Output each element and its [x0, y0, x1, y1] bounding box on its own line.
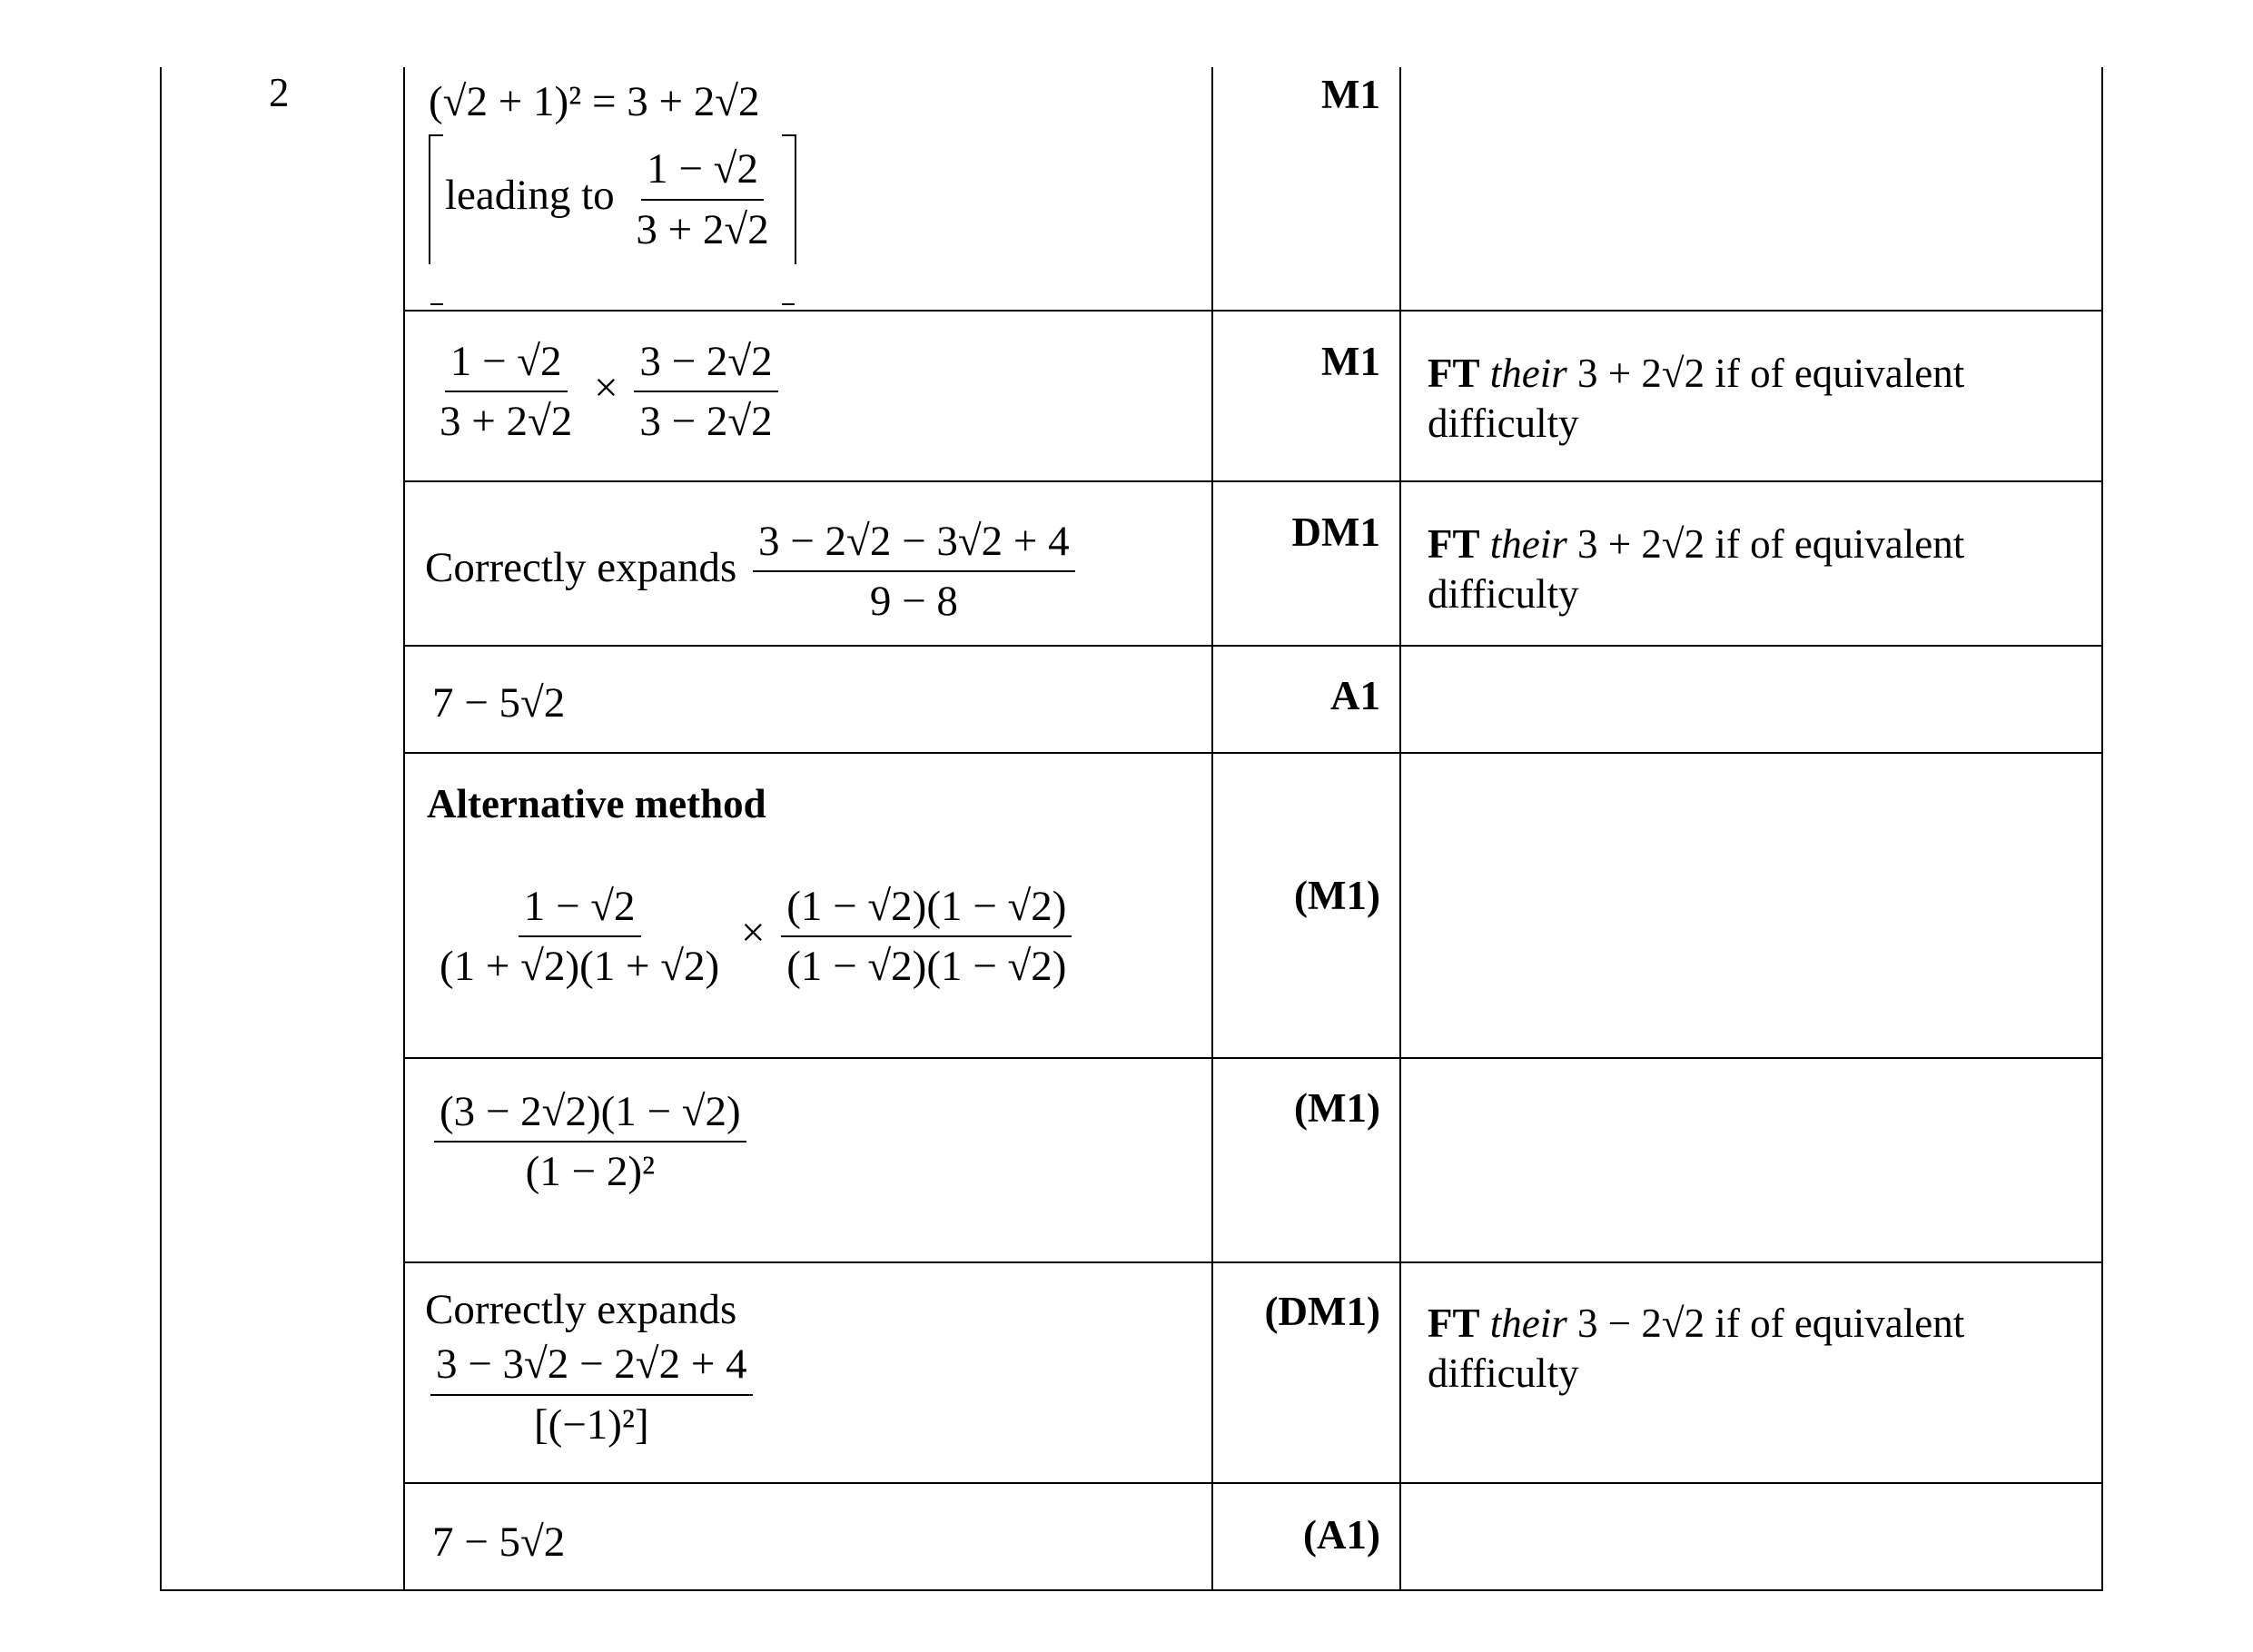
fraction-numerator: (1 − √2)(1 − √2) [781, 881, 1072, 937]
fraction [630, 143, 774, 255]
fraction [430, 1339, 753, 1450]
guidance-comment [1428, 1299, 1964, 1399]
guidance-comment [1428, 519, 1964, 619]
fraction-denominator: 3 + 2√2 [636, 205, 769, 253]
fraction-numerator: 1 − √2 [445, 336, 568, 392]
fraction-denominator: [(−1)²] [533, 1400, 649, 1449]
row-divider [403, 310, 2103, 312]
fraction [634, 336, 777, 448]
fraction [781, 881, 1072, 993]
answer-row-4: 7 − 5√2 [432, 679, 566, 727]
ft-expression: 3 + 2√2 [1577, 351, 1705, 396]
leading-to-bracket [429, 134, 796, 264]
row-divider [403, 645, 2103, 647]
answer-row-3 [425, 516, 1081, 628]
column-divider-marks [1211, 67, 1213, 1591]
row-divider [403, 752, 2103, 754]
ft-expression: 3 − 2√2 [1577, 1301, 1705, 1346]
answer-row-7 [425, 1284, 758, 1450]
their-label: their [1489, 1301, 1567, 1346]
ft-condition: if of equivalent [1714, 521, 1965, 567]
answer-row-1 [429, 76, 796, 264]
ft-condition-cont: difficulty [1428, 1350, 1579, 1396]
multiply-sign: × [594, 364, 618, 412]
mark-code: (M1) [1294, 873, 1380, 918]
fraction-numerator: 3 − 2√2 − 3√2 + 4 [753, 516, 1075, 572]
guidance-comment [1428, 349, 1964, 449]
mark-code: M1 [1321, 339, 1380, 384]
fraction-denominator: 3 − 2√2 [639, 398, 773, 446]
expansion-equation: (√2 + 1)² = 3 + 2√2 [429, 78, 760, 125]
fraction [434, 1086, 746, 1198]
ft-label: FT [1428, 351, 1480, 396]
answer-row-8: 7 − 5√2 [432, 1518, 566, 1566]
multiply-sign: × [740, 909, 766, 957]
fraction-denominator: (1 − √2)(1 − √2) [786, 943, 1067, 991]
fraction-numerator: 1 − √2 [641, 143, 764, 200]
expands-label: Correctly expands [425, 1286, 737, 1333]
expands-label: Correctly expands [425, 544, 737, 592]
fraction-denominator: (1 + √2)(1 + √2) [440, 943, 720, 991]
fraction-numerator: 3 − 3√2 − 2√2 + 4 [430, 1339, 753, 1395]
table-border-left [160, 67, 162, 1591]
row-divider [403, 480, 2103, 482]
fraction-denominator: 3 + 2√2 [440, 398, 573, 446]
fraction [753, 516, 1075, 628]
fraction-numerator: 3 − 2√2 [634, 336, 777, 392]
answer-row-5 [429, 881, 1077, 993]
ft-condition: if of equivalent [1714, 1301, 1965, 1346]
mark-code: DM1 [1291, 509, 1380, 555]
alternative-method-heading: Alternative method [427, 781, 766, 826]
mark-code: A1 [1330, 673, 1380, 718]
mark-code: (M1) [1294, 1085, 1380, 1131]
row-divider [403, 1482, 2103, 1484]
mark-code: (A1) [1303, 1512, 1380, 1558]
table-border-bottom [160, 1589, 2103, 1591]
question-number: 2 [269, 70, 290, 115]
fraction [434, 336, 578, 448]
leading-to-label: leading to [445, 172, 615, 220]
ft-condition-cont: difficulty [1428, 570, 1579, 617]
fraction [434, 881, 725, 993]
fraction-numerator: (3 − 2√2)(1 − √2) [434, 1086, 746, 1143]
mark-code: (DM1) [1264, 1289, 1380, 1334]
column-divider-guidance [1399, 67, 1401, 1591]
answer-row-6 [429, 1086, 752, 1198]
row-divider [403, 1057, 2103, 1059]
their-label: their [1489, 521, 1567, 567]
row-divider [403, 1261, 2103, 1263]
fraction-denominator: (1 − 2)² [525, 1148, 656, 1196]
fraction-denominator: 9 − 8 [869, 578, 958, 626]
ft-expression: 3 + 2√2 [1577, 521, 1705, 567]
column-divider-answer [403, 67, 405, 1591]
ft-label: FT [1428, 521, 1480, 567]
ft-condition-cont: difficulty [1428, 400, 1579, 446]
their-label: their [1489, 351, 1567, 396]
fraction-numerator: 1 − √2 [519, 881, 641, 937]
mark-code: M1 [1321, 72, 1380, 117]
ft-label: FT [1428, 1301, 1480, 1346]
answer-row-2 [429, 336, 784, 448]
table-border-right [2101, 67, 2103, 1591]
ft-condition: if of equivalent [1714, 351, 1965, 396]
